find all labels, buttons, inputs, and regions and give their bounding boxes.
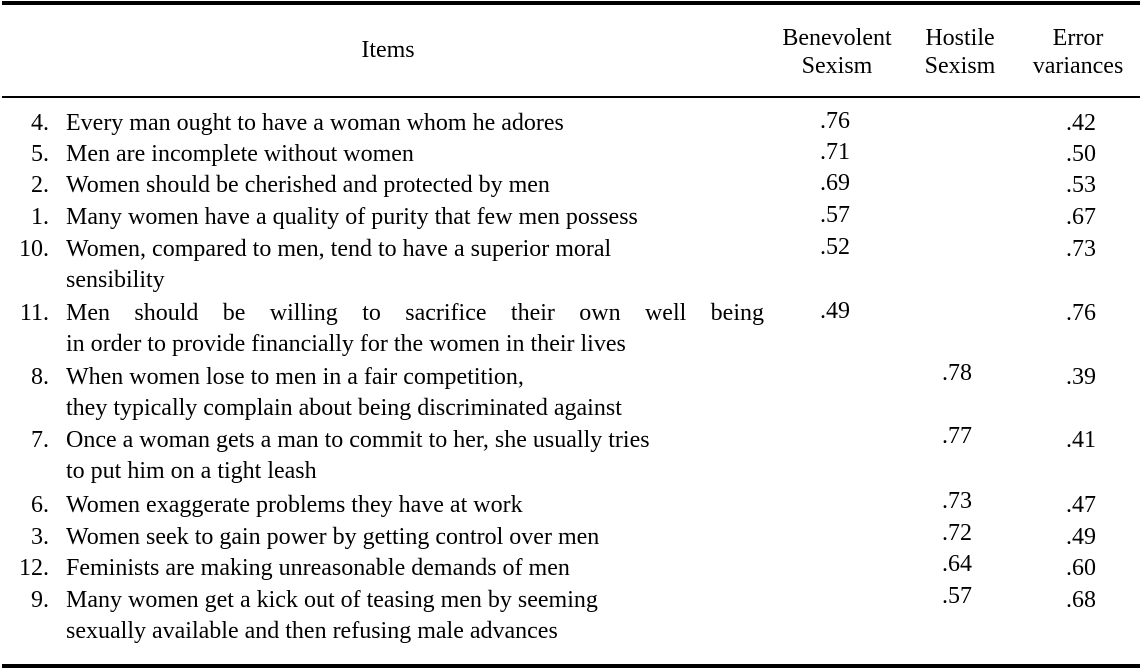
error-variance-value: .39 xyxy=(1066,364,1096,390)
header-error-variances xyxy=(1014,24,1142,80)
item-text-line1: Men are incomplete without women xyxy=(66,141,414,167)
bottom-rule xyxy=(2,664,1140,668)
item-number: 7. xyxy=(31,427,49,453)
item-text xyxy=(66,202,764,233)
item-number: 8. xyxy=(31,364,49,390)
item-number: 9. xyxy=(31,587,49,613)
hostile-value: .64 xyxy=(942,551,972,577)
item-text-line1: When women lose to men in a fair competition, xyxy=(66,364,524,390)
item-number: 11. xyxy=(19,300,49,326)
header-error-line2: variances xyxy=(1032,53,1124,79)
hostile-value: .57 xyxy=(942,583,972,609)
item-text-line2: in order to provide financially for the women in their lives xyxy=(66,331,626,357)
hostile-value: .78 xyxy=(942,360,972,386)
benevolent-value: .71 xyxy=(820,139,850,165)
item-number: 4. xyxy=(31,110,49,136)
benevolent-value: .52 xyxy=(820,234,850,260)
item-number: 3. xyxy=(31,524,49,550)
benevolent-value: .49 xyxy=(820,298,850,324)
error-variance-value: .50 xyxy=(1066,141,1096,167)
item-text-line1: Once a woman gets a man to commit to her, she usually tries xyxy=(66,427,650,453)
item-text xyxy=(66,585,764,647)
error-variance-value: .67 xyxy=(1066,204,1096,230)
hostile-value: .73 xyxy=(942,488,972,514)
item-text-line1: Many women have a quality of purity that few men possess xyxy=(66,204,638,230)
item-text xyxy=(66,108,764,139)
item-text xyxy=(66,170,764,201)
item-text xyxy=(66,362,764,424)
header-benevolent-line1: Benevolent xyxy=(782,25,892,51)
item-text xyxy=(66,522,764,553)
header-hostile-line1: Hostile xyxy=(925,25,995,51)
item-text-line2: to put him on a tight leash xyxy=(66,458,317,484)
item-text-line1: Women should be cherished and protected by men xyxy=(66,172,550,198)
error-variance-value: .73 xyxy=(1066,236,1096,262)
item-text-line2: they typically complain about being discriminated against xyxy=(66,395,622,421)
header-hostile-line2: Sexism xyxy=(924,53,996,79)
item-text xyxy=(66,234,764,296)
top-rule xyxy=(2,1,1140,5)
item-text-line2: sensibility xyxy=(66,267,165,293)
item-text xyxy=(66,490,764,521)
item-text-line2: sexually available and then refusing male advances xyxy=(66,618,558,644)
item-text xyxy=(66,298,764,360)
item-number: 5. xyxy=(31,141,49,167)
error-variance-value: .76 xyxy=(1066,300,1096,326)
item-text-line1: Women seek to gain power by getting control over men xyxy=(66,524,600,550)
header-rule xyxy=(2,96,1140,98)
header-benevolent-sexism xyxy=(766,24,908,80)
error-variance-value: .47 xyxy=(1066,492,1096,518)
item-text-line1: Every man ought to have a woman whom he adores xyxy=(66,110,564,136)
item-text-line1: Women, compared to men, tend to have a superior moral xyxy=(66,236,612,262)
error-variance-value: .68 xyxy=(1066,587,1096,613)
item-number: 6. xyxy=(31,492,49,518)
item-number: 2. xyxy=(31,172,49,198)
benevolent-value: .57 xyxy=(820,202,850,228)
error-variance-value: .41 xyxy=(1066,427,1096,453)
header-hostile-sexism xyxy=(910,24,1010,80)
item-text-line1: Women exaggerate problems they have at work xyxy=(66,492,523,518)
item-number: 10. xyxy=(19,236,49,262)
header-items: Items xyxy=(361,37,415,63)
item-text-line1: Many women get a kick out of teasing men by seeming xyxy=(66,587,598,613)
error-variance-value: .60 xyxy=(1066,555,1096,581)
item-text xyxy=(66,425,764,487)
hostile-value: .77 xyxy=(942,423,972,449)
error-variance-value: .42 xyxy=(1066,110,1096,136)
error-variance-value: .53 xyxy=(1066,172,1096,198)
hostile-value: .72 xyxy=(942,520,972,546)
header-error-line1: Error xyxy=(1052,25,1104,51)
benevolent-value: .69 xyxy=(820,170,850,196)
item-number: 1. xyxy=(31,204,49,230)
error-variance-value: .49 xyxy=(1066,524,1096,550)
item-number: 12. xyxy=(19,555,49,581)
benevolent-value: .76 xyxy=(820,108,850,134)
item-text xyxy=(66,139,764,170)
item-text xyxy=(66,553,764,584)
item-text-line1: Feminists are making unreasonable demands of men xyxy=(66,555,570,581)
item-text-line1: Men should be willing to sacrifice their own well being xyxy=(66,300,764,326)
header-benevolent-line2: Sexism xyxy=(801,53,873,79)
